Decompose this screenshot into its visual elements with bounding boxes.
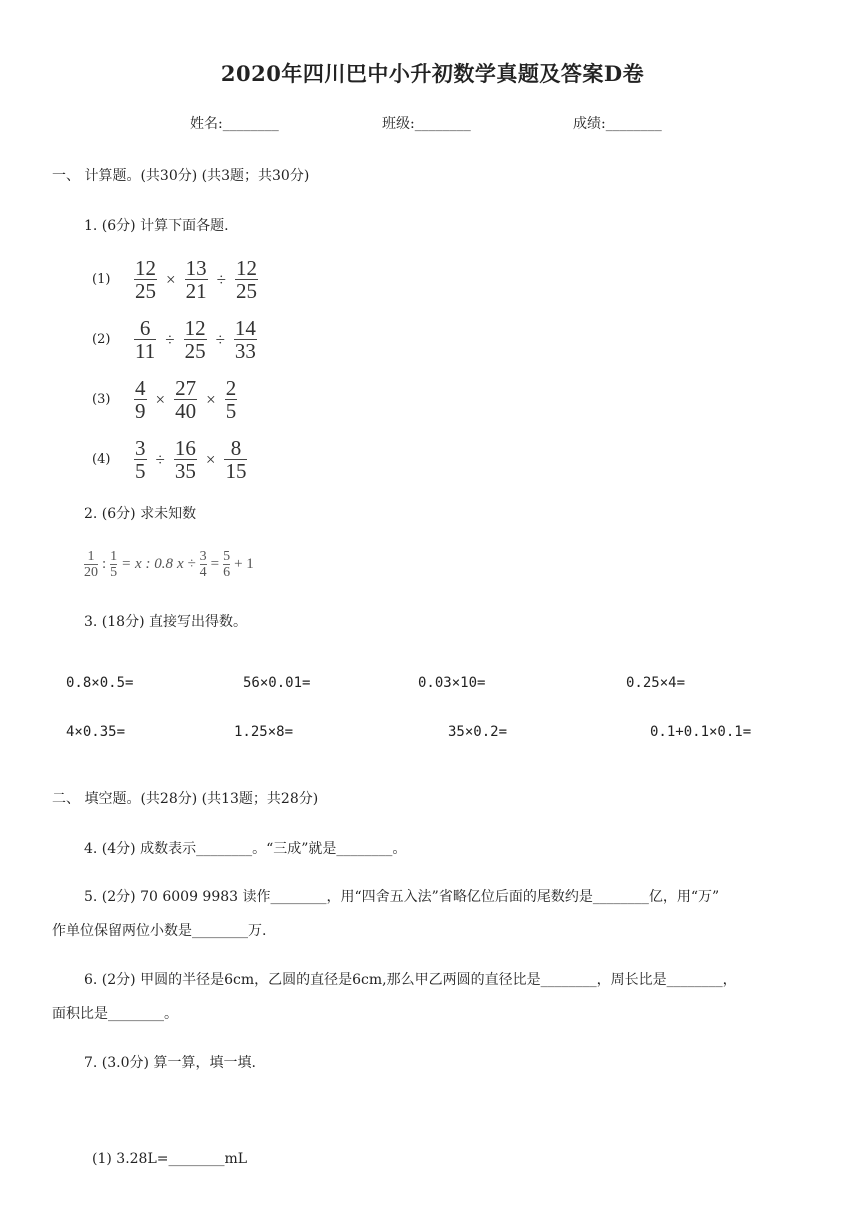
page-title: 2020年四川巴中小升初数学真题及答案D卷 xyxy=(220,61,645,86)
question-5-line-2: 作单位保留两位小数是________万. xyxy=(52,923,267,939)
fraction xyxy=(234,318,257,361)
question-7-label: 7. (3.0分) 算一算，填一填. xyxy=(84,1055,256,1071)
operator: ÷ xyxy=(215,329,225,349)
question-6-line-1: 6. (2分) 甲圆的半径是6cm，乙圆的直径是6cm,那么甲乙两圆的直径比是________，周长比是________， xyxy=(84,972,737,988)
calc-item: 0.25×4= xyxy=(626,675,686,691)
numerator: 3 xyxy=(135,436,146,460)
calc-item: 1.25×8= xyxy=(234,724,294,740)
operator: ÷ xyxy=(155,449,165,469)
numerator: 6 xyxy=(139,316,151,340)
numerator: 2 xyxy=(225,376,237,400)
numerator: 14 xyxy=(234,316,256,340)
numerator: 4 xyxy=(135,376,146,400)
class-field-label: 班级:________ xyxy=(382,116,471,132)
question-2-label: 2. (6分) 求未知数 xyxy=(84,506,197,522)
q1-sub-label: (4) xyxy=(92,452,111,467)
question-2-equation: 1 20 : 1 5 = x : 0.8 x ÷ 3 4 = 5 6 + 1 xyxy=(84,549,254,580)
eq-fraction: 1 20 xyxy=(84,549,98,580)
denominator: 40 xyxy=(175,399,197,423)
operator: × xyxy=(155,389,166,409)
question-7-sub-1: (1) 3.28L=________mL xyxy=(92,1151,248,1167)
operator: ÷ xyxy=(216,269,226,289)
denominator: 35 xyxy=(174,459,196,483)
numerator: 12 xyxy=(235,256,257,280)
operator: × xyxy=(166,269,176,289)
question-6-line-2: 面积比是________。 xyxy=(52,1006,178,1022)
denominator: 25 xyxy=(184,339,206,363)
q1-sub-label: (2) xyxy=(92,332,111,347)
score-field-label: 成绩:________ xyxy=(573,116,662,132)
operator: × xyxy=(205,449,216,469)
question-3-label: 3. (18分) 直接写出得数。 xyxy=(84,614,247,630)
q1-sub-label: (3) xyxy=(92,392,111,407)
eq-fraction: 3 4 xyxy=(199,549,207,580)
fraction xyxy=(184,318,207,361)
eq-fraction: 1 5 xyxy=(110,549,118,580)
q1-sub-label: (1) xyxy=(92,272,111,287)
name-field-label: 姓名:________ xyxy=(190,116,279,132)
fraction xyxy=(235,258,258,301)
denominator: 5 xyxy=(135,459,146,483)
numerator: 8 xyxy=(230,436,242,460)
fraction xyxy=(225,378,238,421)
eq-fraction: 5 6 xyxy=(223,549,231,580)
fraction xyxy=(174,438,197,481)
fraction xyxy=(174,378,197,421)
calc-item: 0.03×10= xyxy=(418,675,486,691)
fraction xyxy=(185,258,208,301)
operator: × xyxy=(206,389,216,409)
question-1-label: 1. (6分) 计算下面各题. xyxy=(84,218,229,234)
q1-expression-row xyxy=(92,378,241,421)
section-2-heading: 二、 填空题。(共28分) (共13题；共28分) xyxy=(52,791,319,807)
denominator: 11 xyxy=(135,339,156,363)
operator: ÷ xyxy=(165,329,175,349)
fraction xyxy=(134,438,147,481)
numerator: 13 xyxy=(185,256,207,280)
calc-item: 56×0.01= xyxy=(243,675,311,691)
denominator: 25 xyxy=(135,279,156,303)
numerator: 12 xyxy=(135,256,156,280)
calc-item: 0.1+0.1×0.1= xyxy=(650,724,752,740)
denominator: 5 xyxy=(225,399,237,423)
calc-item: 4×0.35= xyxy=(66,724,126,740)
fraction xyxy=(224,438,247,481)
fraction xyxy=(134,258,157,301)
question-4: 4. (4分) 成数表示________。“三成”就是________。 xyxy=(84,841,407,857)
calc-item: 35×0.2= xyxy=(448,724,508,740)
question-5-line-1: 5. (2分) 70 6009 9983 读作________，用“四舍五入法”省略亿位后面的尾数约是________亿，用“万” xyxy=(84,889,720,905)
q1-expression-row xyxy=(92,258,262,301)
fraction xyxy=(134,378,147,421)
numerator: 12 xyxy=(184,316,206,340)
denominator: 9 xyxy=(135,399,146,423)
denominator: 25 xyxy=(235,279,257,303)
denominator: 15 xyxy=(225,459,247,483)
fraction xyxy=(134,318,156,361)
numerator: 27 xyxy=(175,376,197,400)
section-1-heading: 一、 计算题。(共30分) (共3题；共30分) xyxy=(52,168,310,184)
denominator: 33 xyxy=(234,339,256,363)
q1-expression-row xyxy=(92,438,251,481)
numerator: 16 xyxy=(174,436,196,460)
denominator: 21 xyxy=(185,279,207,303)
calc-item: 0.8×0.5= xyxy=(66,675,134,691)
q1-expression-row xyxy=(92,318,261,361)
